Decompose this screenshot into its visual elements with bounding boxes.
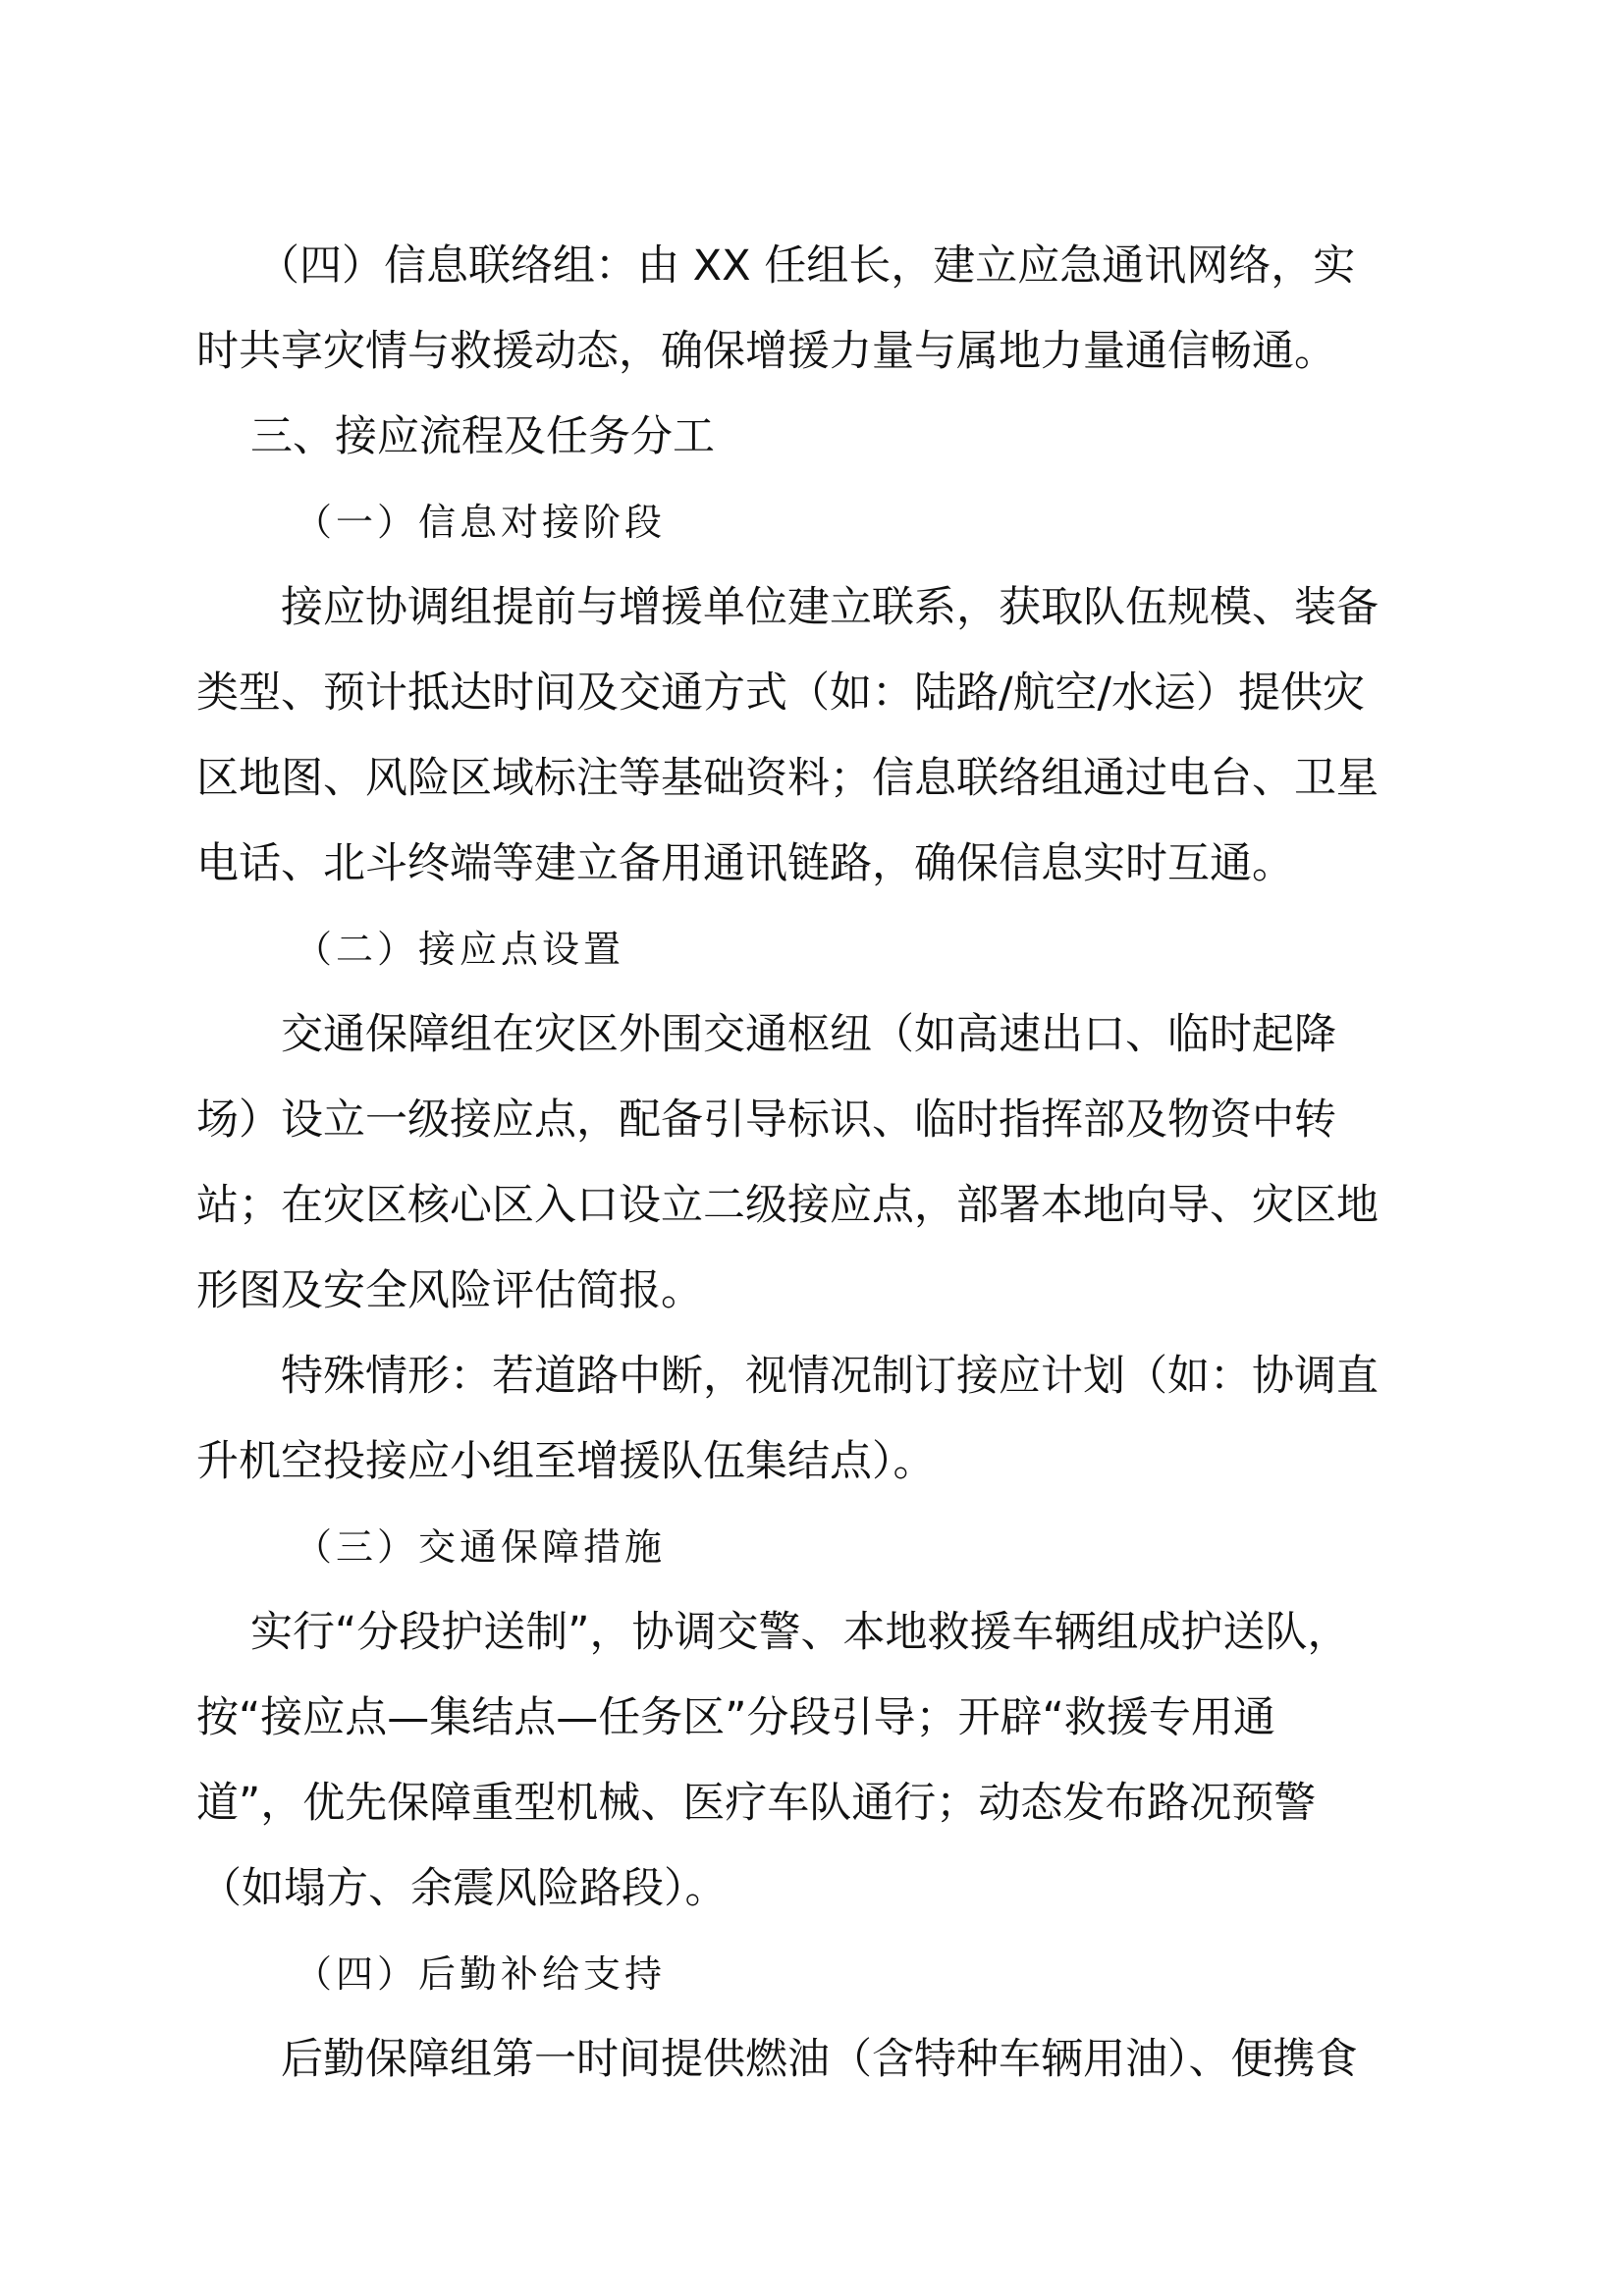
paragraph-line: 实行“分段护送制”，协调交警、本地救援车辆组成护送队， [250, 1608, 1350, 1657]
paragraph-line: （如塌方、余震风险路段）。 [199, 1864, 728, 1913]
paragraph-line: 形图及安全风险评估简报。 [196, 1266, 703, 1315]
paragraph-line: 后勤保障组第一时间提供燃油（含特种车辆用油）、便携食 [281, 2035, 1358, 2084]
paragraph-line: 按“接应点—集结点—任务区”分段引导；开辟“救援专用通 [196, 1693, 1275, 1742]
paragraph-line: 时共享灾情与救援动态，确保增援力量与属地力量通信畅通。 [196, 327, 1336, 376]
subsection-heading: （一）信息对接阶段 [295, 501, 667, 544]
paragraph-line: 类型、预计抵达时间及交通方式（如：陆路/航空/水运）提供灾 [196, 668, 1365, 718]
paragraph-line: 场）设立一级接应点，配备引导标识、临时指挥部及物资中转 [196, 1095, 1336, 1145]
paragraph-line: 电话、北斗终端等建立备用通讯链路，确保信息实时互通。 [196, 839, 1294, 888]
document-page [196, 224, 1453, 2103]
subsection-heading: （三）交通保障措施 [295, 1525, 667, 1569]
paragraph-line: 升机空投接应小组至增援队伍集结点）。 [196, 1437, 936, 1486]
subsection-heading: （二）接应点设置 [295, 928, 625, 971]
paragraph-line: 接应协调组提前与增援单位建立联系，获取队伍规模、装备 [281, 583, 1379, 632]
paragraph-line: 特殊情形：若道路中断，视情况制订接应计划（如：协调直 [281, 1352, 1379, 1401]
paragraph-line: 站；在灾区核心区入口设立二级接应点，部署本地向导、灾区地 [196, 1181, 1379, 1230]
subsection-heading: （四）后勤补给支持 [295, 1952, 667, 1996]
paragraph-line: （四）信息联络组：由 XX 任组长，建立应急通讯网络，实 [257, 241, 1356, 291]
paragraph-line: 区地图、风险区域标注等基础资料；信息联络组通过电台、卫星 [196, 754, 1379, 803]
paragraph-line: 交通保障组在灾区外围交通枢纽（如高速出口、临时起降 [281, 1010, 1336, 1059]
paragraph-line: 道”，优先保障重型机械、医疗车队通行；动态发布路况预警 [196, 1779, 1317, 1828]
section-heading: 三、接应流程及任务分工 [250, 412, 715, 461]
